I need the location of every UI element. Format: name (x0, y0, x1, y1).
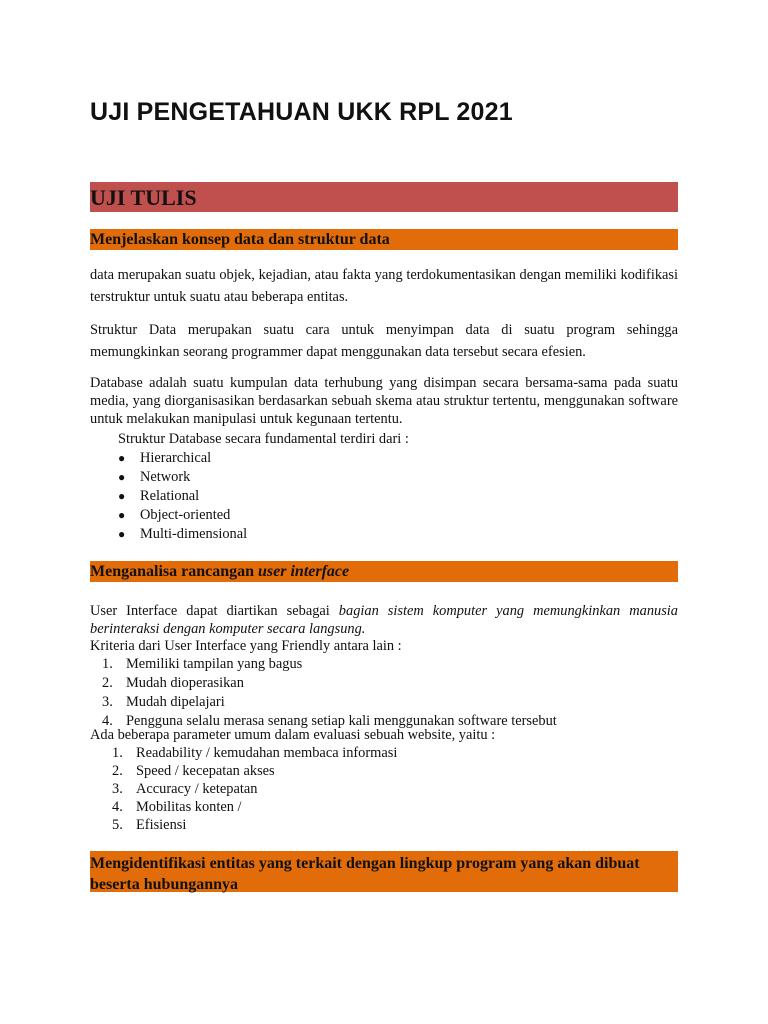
list-item: 3. Mudah dipelajari (102, 694, 225, 710)
bullet-icon: ● (118, 489, 126, 503)
list-item: ● Multi-dimensional (118, 526, 248, 542)
subsection-heading-data: Menjelaskan konsep data dan struktur data (90, 229, 678, 250)
paragraph-data-definition: data merupakan suatu objek, kejadian, atau fakta yang terdokumentasikan dengan memiliki kodifikasi terstruktur untuk suatu atau beberapa entitas. (90, 267, 678, 305)
database-structure-list (118, 449, 248, 544)
list-item: 3. Accuracy / ketepatan (112, 781, 258, 797)
subsection-heading-entitas: Mengidentifikasi entitas yang terkait dengan lingkup program yang akan dibuat beserta hubungannya (90, 851, 678, 892)
bullet-icon: ● (118, 470, 126, 484)
params-list (112, 744, 398, 834)
list-item: ● Relational (118, 488, 200, 504)
list-item: ● Network (118, 469, 191, 485)
list-intro-struktur-database: Struktur Database secara fundamental terdiri dari : (118, 431, 409, 447)
params-intro: Ada beberapa parameter umum dalam evaluasi sebuah website, yaitu : (90, 727, 496, 743)
list-item: 1. Readability / kemudahan membaca informasi (112, 745, 398, 761)
paragraph-struktur-data: Struktur Data merupakan suatu cara untuk menyimpan data di suatu program sehingga memungkinkan seorang programmer dapat menggunakan data tersebut secara efesien. (90, 322, 678, 360)
list-item: 4. Pengguna selalu merasa senang setiap kali menggunakan software tersebut (102, 713, 557, 729)
paragraph-database: Database adalah suatu kumpulan data terhubung yang disimpan secara bersama-sama pada suatu media, yang diorganisasikan berdasarkan sebuah skema atau struktur tertentu, menggunakan software untuk melakukan manipulasi untuk kegunaan tertentu. (90, 375, 678, 427)
bullet-icon: ● (118, 508, 126, 522)
criteria-list (102, 655, 557, 729)
subsection-heading-ui-prefix: Menganalisa rancangan (90, 563, 259, 580)
bullet-icon: ● (118, 527, 126, 541)
list-item: ● Hierarchical (118, 450, 212, 466)
list-item: 5. Efisiensi (112, 817, 187, 833)
list-item: 1. Memiliki tampilan yang bagus (102, 656, 303, 672)
paragraph-ui-definition: User Interface dapat diartikan sebagai bagian sistem komputer yang memungkinkan manusia berinteraksi dengan komputer secara langsung. (90, 603, 678, 637)
document-title: UJI PENGETAHUAN UKK RPL 2021 (90, 98, 513, 126)
criteria-intro: Kriteria dari User Interface yang Friendly antara lain : (90, 638, 402, 654)
list-item: 2. Mudah dioperasikan (102, 675, 244, 691)
bullet-icon: ● (118, 451, 126, 465)
list-item: 4. Mobilitas konten / (112, 799, 242, 815)
subsection-heading-ui-italic: user interface (258, 563, 350, 580)
list-item: 2. Speed / kecepatan akses (112, 763, 275, 779)
section-heading-bar (90, 182, 678, 212)
section-heading: UJI TULIS (90, 185, 197, 210)
list-item: ● Object-oriented (118, 507, 231, 523)
subsection-heading-ui (90, 561, 678, 582)
